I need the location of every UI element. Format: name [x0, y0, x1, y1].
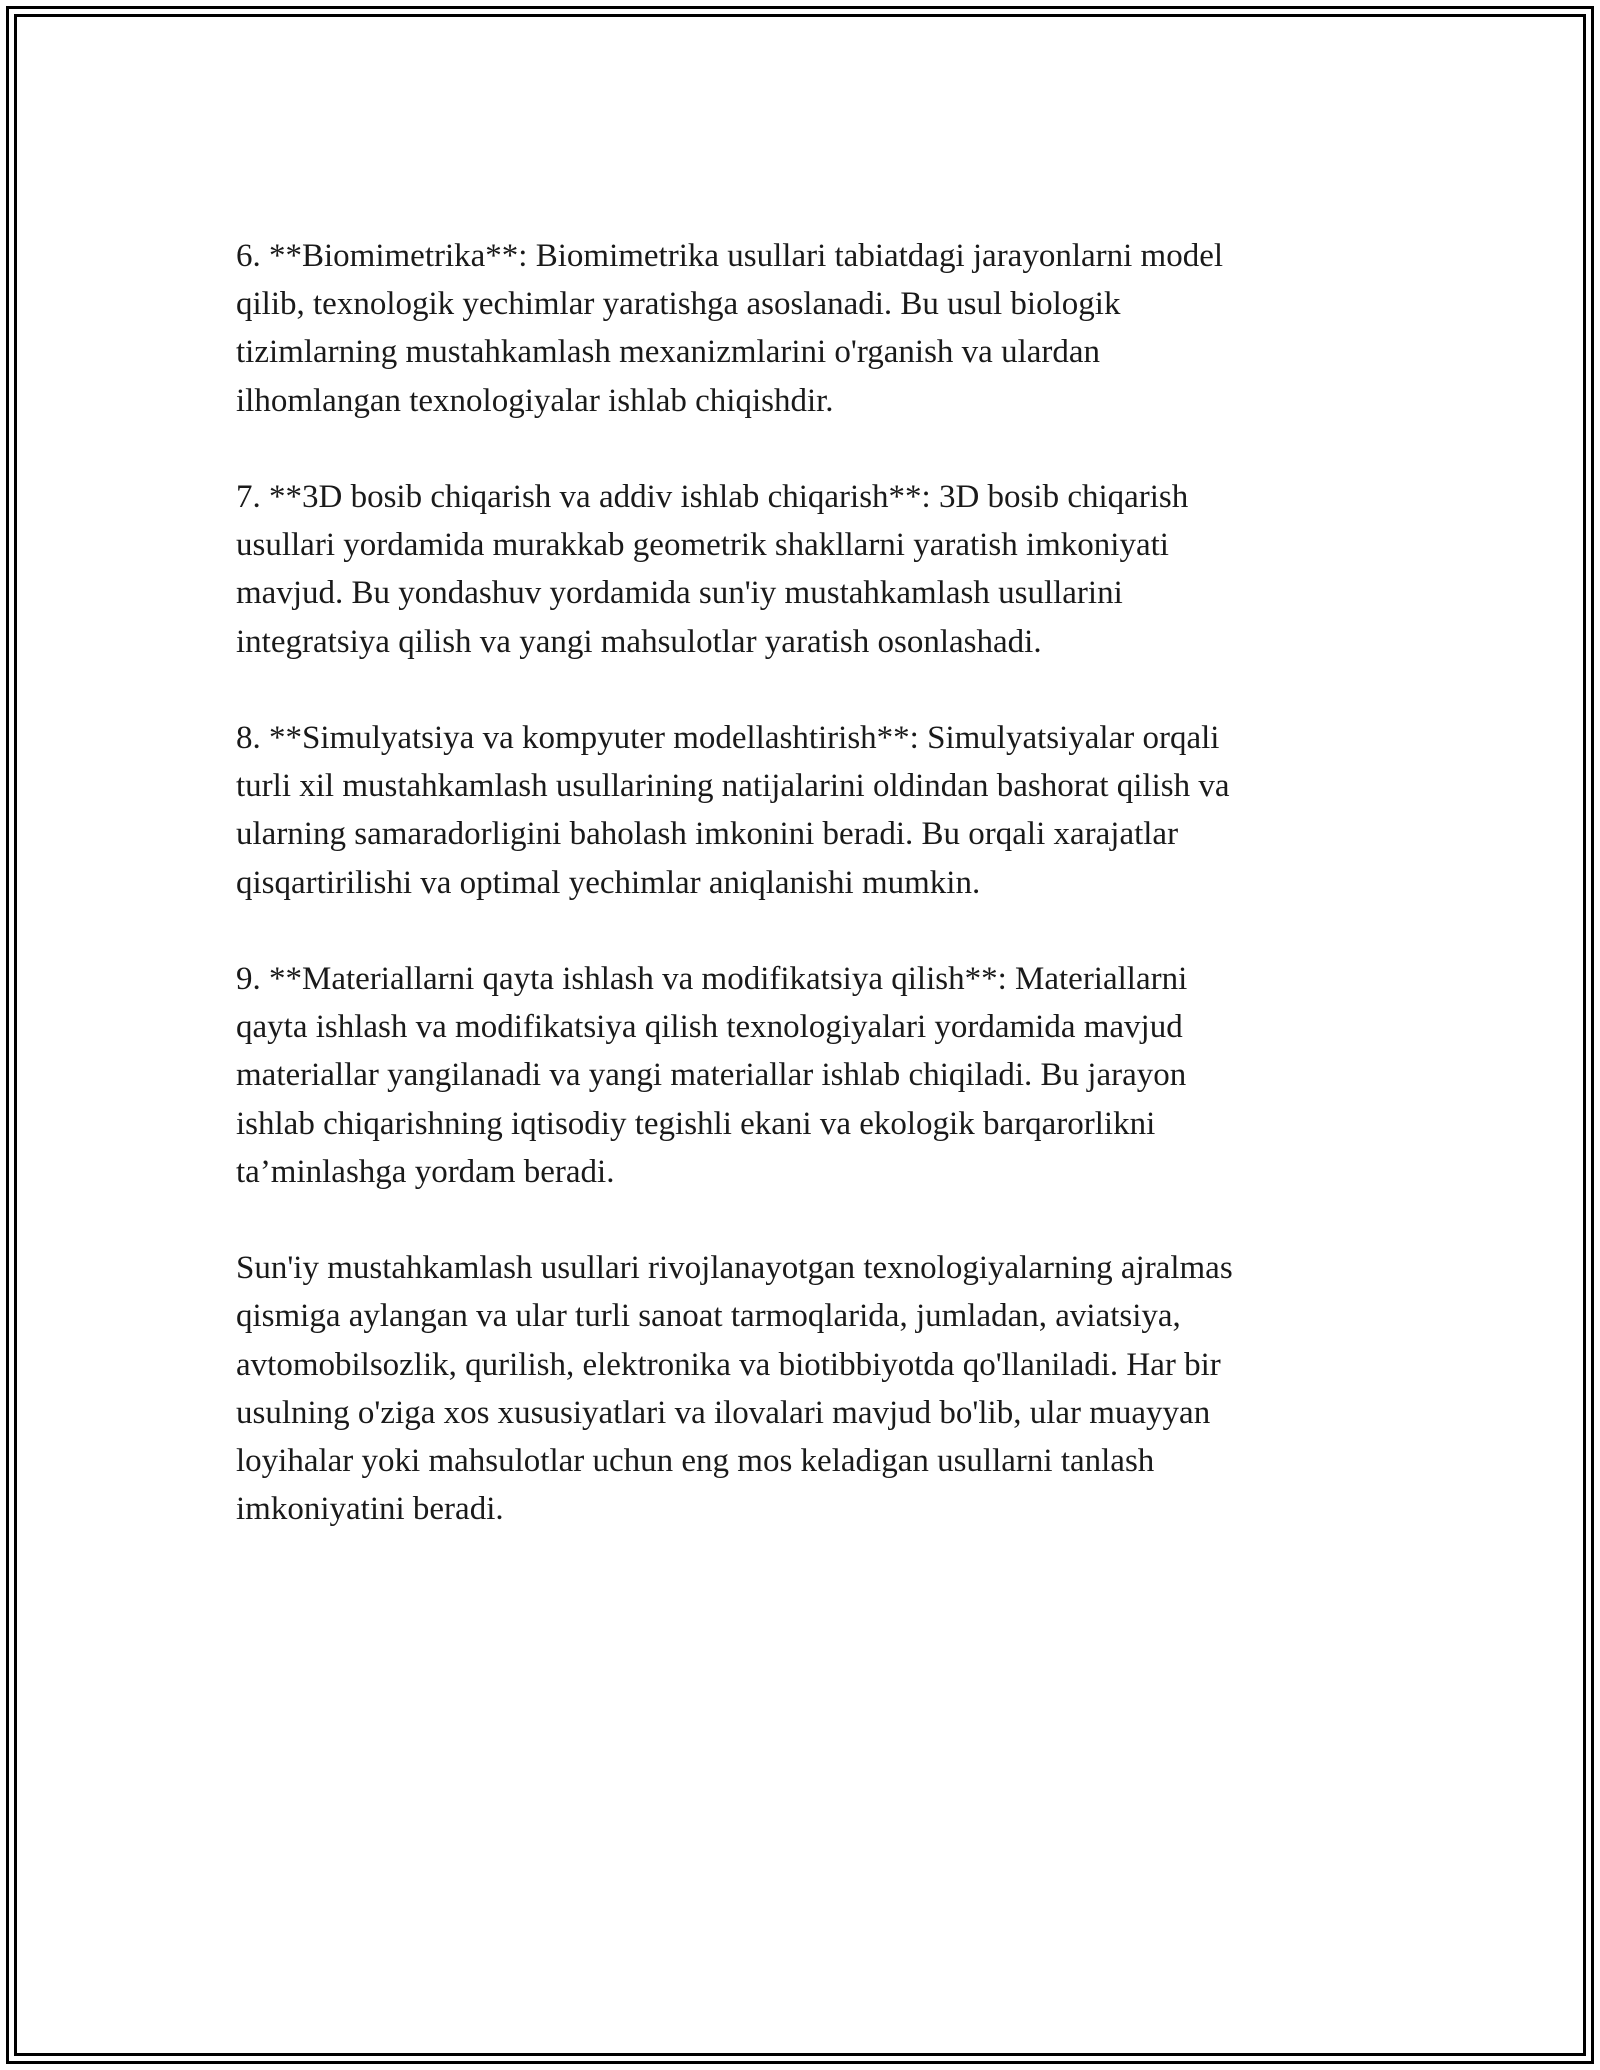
document-body	[236, 232, 1366, 1533]
paragraph-conclusion: Sun'iy mustahkamlash usullari rivojlanayotgan texnologiyalarning ajralmas qismiga aylangan va ular turli sanoat tarmoqlarida, jumladan, aviatsiya, avtomobilsozlik, qurilish, elektronika va biotibbiyotda qo'llaniladi. Har bir usulning o'ziga xos xususiyatlari va ilovalari mavjud bo'lib, ular muayyan loyihalar yoki mahsulotlar uchun eng mos keladigan usullarni tanlash imkoniyatini beradi.	[236, 1250, 1233, 1528]
paragraph-biomimetrika: 6. **Biomimetrika**: Biomimetrika usullari tabiatdagi jarayonlarni model qilib, texnologik yechimlar yaratishga asoslanadi. Bu usul biologik tizimlarning mustahkamlash mexanizmlarini o'rganish va ulardan ilhomlangan texnologiyalar ishlab chiqishdir.	[236, 238, 1224, 419]
paragraph-material-processing: 9. **Materiallarni qayta ishlash va modifikatsiya qilish**: Materiallarni qayta ishlash va modifikatsiya qilish texnologiyalari yordamida mavjud materiallar yangilanadi va yangi materiallar ishlab chiqiladi. Bu jarayon ishlab chiqarishning iqtisodiy tegishli ekani va ekologik barqarorlikni ta’minlashga yordam beradi.	[236, 961, 1188, 1190]
paragraph-simulation: 8. **Simulyatsiya va kompyuter modellashtirish**: Simulyatsiyalar orqali turli xil mustahkamlash usullarining natijalarini oldindan bashorat qilish va ularning samaradorligini baholash imkonini beradi. Bu orqali xarajatlar qisqartirilishi va optimal yechimlar aniqlanishi mumkin.	[236, 720, 1230, 901]
paragraph-3d-printing: 7. **3D bosib chiqarish va addiv ishlab chiqarish**: 3D bosib chiqarish usullari yordamida murakkab geometrik shakllarni yaratish imkoniyati mavjud. Bu yondashuv yordamida sun'iy mustahkamlash usullarini integratsiya qilish va yangi mahsulotlar yaratish osonlashadi.	[236, 479, 1189, 660]
